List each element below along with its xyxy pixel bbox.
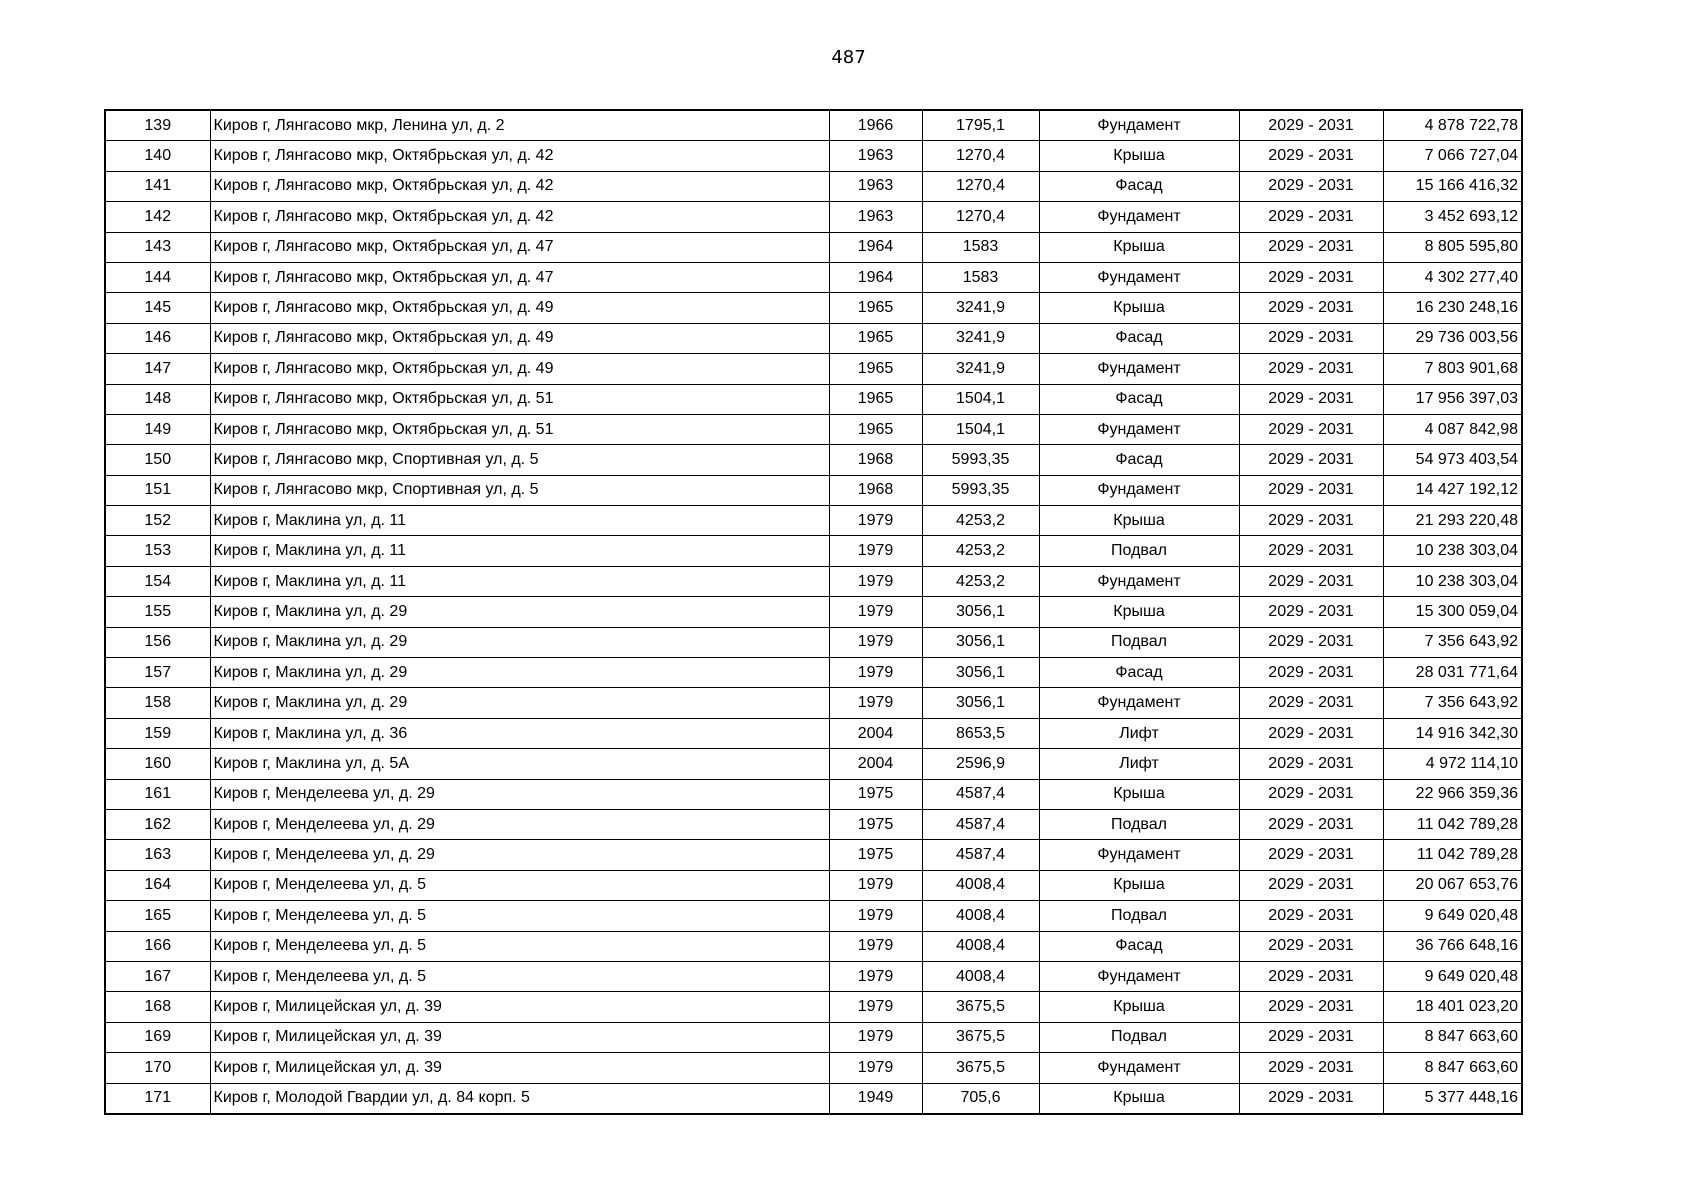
year-built-cell: 1979 bbox=[829, 597, 922, 627]
area-cell: 4008,4 bbox=[922, 931, 1039, 961]
area-cell: 5993,35 bbox=[922, 445, 1039, 475]
work-type-cell: Фундамент bbox=[1039, 688, 1239, 718]
period-cell: 2029 - 2031 bbox=[1239, 110, 1383, 141]
address-cell: Киров г, Менделеева ул, д. 5 bbox=[210, 931, 829, 961]
row-number-cell: 156 bbox=[105, 627, 210, 657]
period-cell: 2029 - 2031 bbox=[1239, 658, 1383, 688]
area-cell: 1583 bbox=[922, 232, 1039, 262]
area-cell: 3241,9 bbox=[922, 354, 1039, 384]
period-cell: 2029 - 2031 bbox=[1239, 171, 1383, 201]
work-type-cell: Подвал bbox=[1039, 1022, 1239, 1052]
row-number-cell: 150 bbox=[105, 445, 210, 475]
address-cell: Киров г, Маклина ул, д. 5А bbox=[210, 749, 829, 779]
address-cell: Киров г, Менделеева ул, д. 29 bbox=[210, 779, 829, 809]
year-built-cell: 1975 bbox=[829, 779, 922, 809]
year-built-cell: 1979 bbox=[829, 931, 922, 961]
work-type-cell: Фундамент bbox=[1039, 566, 1239, 596]
cost-cell: 29 736 003,56 bbox=[1383, 323, 1522, 353]
address-cell: Киров г, Милицейская ул, д. 39 bbox=[210, 1022, 829, 1052]
cost-cell: 4 878 722,78 bbox=[1383, 110, 1522, 141]
area-cell: 1504,1 bbox=[922, 384, 1039, 414]
period-cell: 2029 - 2031 bbox=[1239, 597, 1383, 627]
work-type-cell: Фундамент bbox=[1039, 262, 1239, 292]
cost-cell: 8 847 663,60 bbox=[1383, 1022, 1522, 1052]
row-number-cell: 153 bbox=[105, 536, 210, 566]
year-built-cell: 1979 bbox=[829, 870, 922, 900]
period-cell: 2029 - 2031 bbox=[1239, 870, 1383, 900]
year-built-cell: 1965 bbox=[829, 323, 922, 353]
table-row bbox=[105, 445, 1522, 475]
table-row bbox=[105, 658, 1522, 688]
table-row bbox=[105, 961, 1522, 991]
cost-cell: 7 356 643,92 bbox=[1383, 688, 1522, 718]
table-row bbox=[105, 262, 1522, 292]
work-type-cell: Крыша bbox=[1039, 992, 1239, 1022]
address-cell: Киров г, Маклина ул, д. 36 bbox=[210, 718, 829, 748]
period-cell: 2029 - 2031 bbox=[1239, 931, 1383, 961]
year-built-cell: 1979 bbox=[829, 506, 922, 536]
address-cell: Киров г, Маклина ул, д. 11 bbox=[210, 566, 829, 596]
year-built-cell: 1979 bbox=[829, 536, 922, 566]
table-row bbox=[105, 202, 1522, 232]
row-number-cell: 160 bbox=[105, 749, 210, 779]
table-row bbox=[105, 1053, 1522, 1083]
period-cell: 2029 - 2031 bbox=[1239, 445, 1383, 475]
cost-cell: 15 300 059,04 bbox=[1383, 597, 1522, 627]
year-built-cell: 1975 bbox=[829, 840, 922, 870]
address-cell: Киров г, Маклина ул, д. 11 bbox=[210, 536, 829, 566]
year-built-cell: 1963 bbox=[829, 171, 922, 201]
work-type-cell: Фундамент bbox=[1039, 110, 1239, 141]
address-cell: Киров г, Лянгасово мкр, Октябрьская ул, д. 42 bbox=[210, 171, 829, 201]
work-type-cell: Фундамент bbox=[1039, 961, 1239, 991]
address-cell: Киров г, Милицейская ул, д. 39 bbox=[210, 992, 829, 1022]
row-number-cell: 168 bbox=[105, 992, 210, 1022]
period-cell: 2029 - 2031 bbox=[1239, 566, 1383, 596]
address-cell: Киров г, Маклина ул, д. 29 bbox=[210, 658, 829, 688]
period-cell: 2029 - 2031 bbox=[1239, 961, 1383, 991]
address-cell: Киров г, Лянгасово мкр, Спортивная ул, д. 5 bbox=[210, 445, 829, 475]
year-built-cell: 1979 bbox=[829, 1053, 922, 1083]
cost-cell: 15 166 416,32 bbox=[1383, 171, 1522, 201]
row-number-cell: 163 bbox=[105, 840, 210, 870]
address-cell: Киров г, Лянгасово мкр, Октябрьская ул, д. 51 bbox=[210, 384, 829, 414]
work-type-cell: Крыша bbox=[1039, 870, 1239, 900]
period-cell: 2029 - 2031 bbox=[1239, 1022, 1383, 1052]
cost-cell: 7 803 901,68 bbox=[1383, 354, 1522, 384]
row-number-cell: 139 bbox=[105, 110, 210, 141]
year-built-cell: 1965 bbox=[829, 354, 922, 384]
cost-cell: 54 973 403,54 bbox=[1383, 445, 1522, 475]
row-number-cell: 141 bbox=[105, 171, 210, 201]
area-cell: 4587,4 bbox=[922, 809, 1039, 839]
area-cell: 8653,5 bbox=[922, 718, 1039, 748]
table-row bbox=[105, 566, 1522, 596]
cost-cell: 9 649 020,48 bbox=[1383, 901, 1522, 931]
row-number-cell: 149 bbox=[105, 414, 210, 444]
address-cell: Киров г, Менделеева ул, д. 29 bbox=[210, 840, 829, 870]
period-cell: 2029 - 2031 bbox=[1239, 202, 1383, 232]
work-type-cell: Лифт bbox=[1039, 718, 1239, 748]
year-built-cell: 1966 bbox=[829, 110, 922, 141]
cost-cell: 4 972 114,10 bbox=[1383, 749, 1522, 779]
work-type-cell: Фундамент bbox=[1039, 1053, 1239, 1083]
cost-cell: 8 805 595,80 bbox=[1383, 232, 1522, 262]
period-cell: 2029 - 2031 bbox=[1239, 627, 1383, 657]
row-number-cell: 164 bbox=[105, 870, 210, 900]
table-row bbox=[105, 110, 1522, 141]
row-number-cell: 140 bbox=[105, 141, 210, 171]
row-number-cell: 155 bbox=[105, 597, 210, 627]
year-built-cell: 2004 bbox=[829, 718, 922, 748]
table-row bbox=[105, 749, 1522, 779]
area-cell: 1270,4 bbox=[922, 171, 1039, 201]
table-row bbox=[105, 1022, 1522, 1052]
cost-cell: 21 293 220,48 bbox=[1383, 506, 1522, 536]
year-built-cell: 1968 bbox=[829, 445, 922, 475]
area-cell: 3056,1 bbox=[922, 597, 1039, 627]
row-number-cell: 167 bbox=[105, 961, 210, 991]
year-built-cell: 1979 bbox=[829, 566, 922, 596]
row-number-cell: 142 bbox=[105, 202, 210, 232]
work-type-cell: Крыша bbox=[1039, 597, 1239, 627]
row-number-cell: 162 bbox=[105, 809, 210, 839]
year-built-cell: 1979 bbox=[829, 1022, 922, 1052]
period-cell: 2029 - 2031 bbox=[1239, 901, 1383, 931]
row-number-cell: 157 bbox=[105, 658, 210, 688]
cost-cell: 4 087 842,98 bbox=[1383, 414, 1522, 444]
cost-cell: 10 238 303,04 bbox=[1383, 566, 1522, 596]
year-built-cell: 1979 bbox=[829, 901, 922, 931]
period-cell: 2029 - 2031 bbox=[1239, 992, 1383, 1022]
year-built-cell: 1965 bbox=[829, 384, 922, 414]
area-cell: 4253,2 bbox=[922, 566, 1039, 596]
work-type-cell: Крыша bbox=[1039, 141, 1239, 171]
area-cell: 4008,4 bbox=[922, 901, 1039, 931]
year-built-cell: 1963 bbox=[829, 141, 922, 171]
year-built-cell: 1964 bbox=[829, 232, 922, 262]
address-cell: Киров г, Лянгасово мкр, Октябрьская ул, д. 47 bbox=[210, 262, 829, 292]
row-number-cell: 143 bbox=[105, 232, 210, 262]
cost-cell: 28 031 771,64 bbox=[1383, 658, 1522, 688]
area-cell: 3241,9 bbox=[922, 293, 1039, 323]
area-cell: 3056,1 bbox=[922, 658, 1039, 688]
work-type-cell: Фундамент bbox=[1039, 840, 1239, 870]
work-type-cell: Фундамент bbox=[1039, 202, 1239, 232]
table-row bbox=[105, 870, 1522, 900]
year-built-cell: 1963 bbox=[829, 202, 922, 232]
address-cell: Киров г, Молодой Гвардии ул, д. 84 корп. 5 bbox=[210, 1083, 829, 1114]
table-row bbox=[105, 475, 1522, 505]
table-row bbox=[105, 779, 1522, 809]
year-built-cell: 1975 bbox=[829, 809, 922, 839]
address-cell: Киров г, Маклина ул, д. 11 bbox=[210, 506, 829, 536]
cost-cell: 18 401 023,20 bbox=[1383, 992, 1522, 1022]
address-cell: Киров г, Менделеева ул, д. 5 bbox=[210, 961, 829, 991]
work-type-cell: Крыша bbox=[1039, 293, 1239, 323]
period-cell: 2029 - 2031 bbox=[1239, 232, 1383, 262]
table-row bbox=[105, 931, 1522, 961]
work-type-cell: Фундамент bbox=[1039, 354, 1239, 384]
year-built-cell: 1979 bbox=[829, 688, 922, 718]
cost-cell: 5 377 448,16 bbox=[1383, 1083, 1522, 1114]
area-cell: 3056,1 bbox=[922, 688, 1039, 718]
cost-cell: 11 042 789,28 bbox=[1383, 809, 1522, 839]
table-row bbox=[105, 1083, 1522, 1114]
address-cell: Киров г, Менделеева ул, д. 5 bbox=[210, 901, 829, 931]
table-row bbox=[105, 718, 1522, 748]
period-cell: 2029 - 2031 bbox=[1239, 384, 1383, 414]
period-cell: 2029 - 2031 bbox=[1239, 1053, 1383, 1083]
table-row bbox=[105, 171, 1522, 201]
area-cell: 1583 bbox=[922, 262, 1039, 292]
work-type-cell: Фасад bbox=[1039, 658, 1239, 688]
cost-cell: 17 956 397,03 bbox=[1383, 384, 1522, 414]
row-number-cell: 166 bbox=[105, 931, 210, 961]
period-cell: 2029 - 2031 bbox=[1239, 840, 1383, 870]
work-type-cell: Подвал bbox=[1039, 809, 1239, 839]
area-cell: 3056,1 bbox=[922, 627, 1039, 657]
table-row bbox=[105, 688, 1522, 718]
address-cell: Киров г, Маклина ул, д. 29 bbox=[210, 688, 829, 718]
table-row bbox=[105, 354, 1522, 384]
work-type-cell: Крыша bbox=[1039, 779, 1239, 809]
period-cell: 2029 - 2031 bbox=[1239, 414, 1383, 444]
row-number-cell: 144 bbox=[105, 262, 210, 292]
table-row bbox=[105, 141, 1522, 171]
period-cell: 2029 - 2031 bbox=[1239, 475, 1383, 505]
year-built-cell: 1979 bbox=[829, 992, 922, 1022]
table-row bbox=[105, 597, 1522, 627]
area-cell: 4587,4 bbox=[922, 840, 1039, 870]
address-cell: Киров г, Маклина ул, д. 29 bbox=[210, 597, 829, 627]
address-cell: Киров г, Лянгасово мкр, Октябрьская ул, д. 49 bbox=[210, 323, 829, 353]
period-cell: 2029 - 2031 bbox=[1239, 749, 1383, 779]
period-cell: 2029 - 2031 bbox=[1239, 354, 1383, 384]
page-number: 487 bbox=[831, 47, 866, 68]
table-row bbox=[105, 627, 1522, 657]
area-cell: 4253,2 bbox=[922, 536, 1039, 566]
period-cell: 2029 - 2031 bbox=[1239, 293, 1383, 323]
work-type-cell: Фасад bbox=[1039, 384, 1239, 414]
area-cell: 4008,4 bbox=[922, 961, 1039, 991]
row-number-cell: 151 bbox=[105, 475, 210, 505]
address-cell: Киров г, Маклина ул, д. 29 bbox=[210, 627, 829, 657]
work-type-cell: Подвал bbox=[1039, 536, 1239, 566]
area-cell: 705,6 bbox=[922, 1083, 1039, 1114]
work-type-cell: Фундамент bbox=[1039, 475, 1239, 505]
period-cell: 2029 - 2031 bbox=[1239, 506, 1383, 536]
period-cell: 2029 - 2031 bbox=[1239, 1083, 1383, 1114]
work-type-cell: Фасад bbox=[1039, 171, 1239, 201]
table-row bbox=[105, 506, 1522, 536]
table-row bbox=[105, 384, 1522, 414]
cost-cell: 11 042 789,28 bbox=[1383, 840, 1522, 870]
address-cell: Киров г, Лянгасово мкр, Октябрьская ул, д. 42 bbox=[210, 141, 829, 171]
work-type-cell: Крыша bbox=[1039, 232, 1239, 262]
row-number-cell: 158 bbox=[105, 688, 210, 718]
table-row bbox=[105, 232, 1522, 262]
period-cell: 2029 - 2031 bbox=[1239, 536, 1383, 566]
row-number-cell: 171 bbox=[105, 1083, 210, 1114]
period-cell: 2029 - 2031 bbox=[1239, 779, 1383, 809]
year-built-cell: 1979 bbox=[829, 961, 922, 991]
cost-cell: 16 230 248,16 bbox=[1383, 293, 1522, 323]
year-built-cell: 1968 bbox=[829, 475, 922, 505]
row-number-cell: 145 bbox=[105, 293, 210, 323]
address-cell: Киров г, Лянгасово мкр, Октябрьская ул, д. 47 bbox=[210, 232, 829, 262]
table-row bbox=[105, 901, 1522, 931]
work-type-cell: Подвал bbox=[1039, 627, 1239, 657]
cost-cell: 20 067 653,76 bbox=[1383, 870, 1522, 900]
period-cell: 2029 - 2031 bbox=[1239, 688, 1383, 718]
cost-cell: 22 966 359,36 bbox=[1383, 779, 1522, 809]
address-cell: Киров г, Лянгасово мкр, Октябрьская ул, д. 49 bbox=[210, 354, 829, 384]
work-type-cell: Фасад bbox=[1039, 445, 1239, 475]
cost-cell: 36 766 648,16 bbox=[1383, 931, 1522, 961]
cost-cell: 14 916 342,30 bbox=[1383, 718, 1522, 748]
table-body bbox=[105, 110, 1522, 1114]
row-number-cell: 165 bbox=[105, 901, 210, 931]
table-row bbox=[105, 840, 1522, 870]
table-row bbox=[105, 809, 1522, 839]
work-type-cell: Фундамент bbox=[1039, 414, 1239, 444]
row-number-cell: 146 bbox=[105, 323, 210, 353]
row-number-cell: 152 bbox=[105, 506, 210, 536]
period-cell: 2029 - 2031 bbox=[1239, 141, 1383, 171]
table-row bbox=[105, 293, 1522, 323]
repair-schedule-table bbox=[104, 109, 1523, 1115]
period-cell: 2029 - 2031 bbox=[1239, 718, 1383, 748]
address-cell: Киров г, Милицейская ул, д. 39 bbox=[210, 1053, 829, 1083]
row-number-cell: 154 bbox=[105, 566, 210, 596]
row-number-cell: 161 bbox=[105, 779, 210, 809]
table-row bbox=[105, 536, 1522, 566]
cost-cell: 14 427 192,12 bbox=[1383, 475, 1522, 505]
area-cell: 3675,5 bbox=[922, 1053, 1039, 1083]
row-number-cell: 169 bbox=[105, 1022, 210, 1052]
work-type-cell: Лифт bbox=[1039, 749, 1239, 779]
cost-cell: 9 649 020,48 bbox=[1383, 961, 1522, 991]
address-cell: Киров г, Менделеева ул, д. 5 bbox=[210, 870, 829, 900]
address-cell: Киров г, Лянгасово мкр, Ленина ул, д. 2 bbox=[210, 110, 829, 141]
row-number-cell: 159 bbox=[105, 718, 210, 748]
area-cell: 4008,4 bbox=[922, 870, 1039, 900]
area-cell: 5993,35 bbox=[922, 475, 1039, 505]
area-cell: 3241,9 bbox=[922, 323, 1039, 353]
area-cell: 1504,1 bbox=[922, 414, 1039, 444]
cost-cell: 3 452 693,12 bbox=[1383, 202, 1522, 232]
year-built-cell: 1979 bbox=[829, 627, 922, 657]
cost-cell: 8 847 663,60 bbox=[1383, 1053, 1522, 1083]
area-cell: 3675,5 bbox=[922, 1022, 1039, 1052]
area-cell: 4253,2 bbox=[922, 506, 1039, 536]
address-cell: Киров г, Лянгасово мкр, Октябрьская ул, д. 42 bbox=[210, 202, 829, 232]
cost-cell: 7 356 643,92 bbox=[1383, 627, 1522, 657]
address-cell: Киров г, Менделеева ул, д. 29 bbox=[210, 809, 829, 839]
work-type-cell: Фасад bbox=[1039, 323, 1239, 353]
work-type-cell: Фасад bbox=[1039, 931, 1239, 961]
table-row bbox=[105, 323, 1522, 353]
area-cell: 2596,9 bbox=[922, 749, 1039, 779]
address-cell: Киров г, Лянгасово мкр, Октябрьская ул, д. 49 bbox=[210, 293, 829, 323]
year-built-cell: 1965 bbox=[829, 414, 922, 444]
year-built-cell: 1965 bbox=[829, 293, 922, 323]
address-cell: Киров г, Лянгасово мкр, Спортивная ул, д. 5 bbox=[210, 475, 829, 505]
period-cell: 2029 - 2031 bbox=[1239, 809, 1383, 839]
address-cell: Киров г, Лянгасово мкр, Октябрьская ул, д. 51 bbox=[210, 414, 829, 444]
cost-cell: 4 302 277,40 bbox=[1383, 262, 1522, 292]
area-cell: 4587,4 bbox=[922, 779, 1039, 809]
year-built-cell: 1949 bbox=[829, 1083, 922, 1114]
work-type-cell: Крыша bbox=[1039, 506, 1239, 536]
year-built-cell: 1979 bbox=[829, 658, 922, 688]
year-built-cell: 2004 bbox=[829, 749, 922, 779]
cost-cell: 7 066 727,04 bbox=[1383, 141, 1522, 171]
cost-cell: 10 238 303,04 bbox=[1383, 536, 1522, 566]
area-cell: 1270,4 bbox=[922, 141, 1039, 171]
area-cell: 1270,4 bbox=[922, 202, 1039, 232]
area-cell: 1795,1 bbox=[922, 110, 1039, 141]
period-cell: 2029 - 2031 bbox=[1239, 262, 1383, 292]
row-number-cell: 148 bbox=[105, 384, 210, 414]
year-built-cell: 1964 bbox=[829, 262, 922, 292]
table-row bbox=[105, 992, 1522, 1022]
table-row bbox=[105, 414, 1522, 444]
work-type-cell: Крыша bbox=[1039, 1083, 1239, 1114]
work-type-cell: Подвал bbox=[1039, 901, 1239, 931]
row-number-cell: 170 bbox=[105, 1053, 210, 1083]
row-number-cell: 147 bbox=[105, 354, 210, 384]
area-cell: 3675,5 bbox=[922, 992, 1039, 1022]
period-cell: 2029 - 2031 bbox=[1239, 323, 1383, 353]
